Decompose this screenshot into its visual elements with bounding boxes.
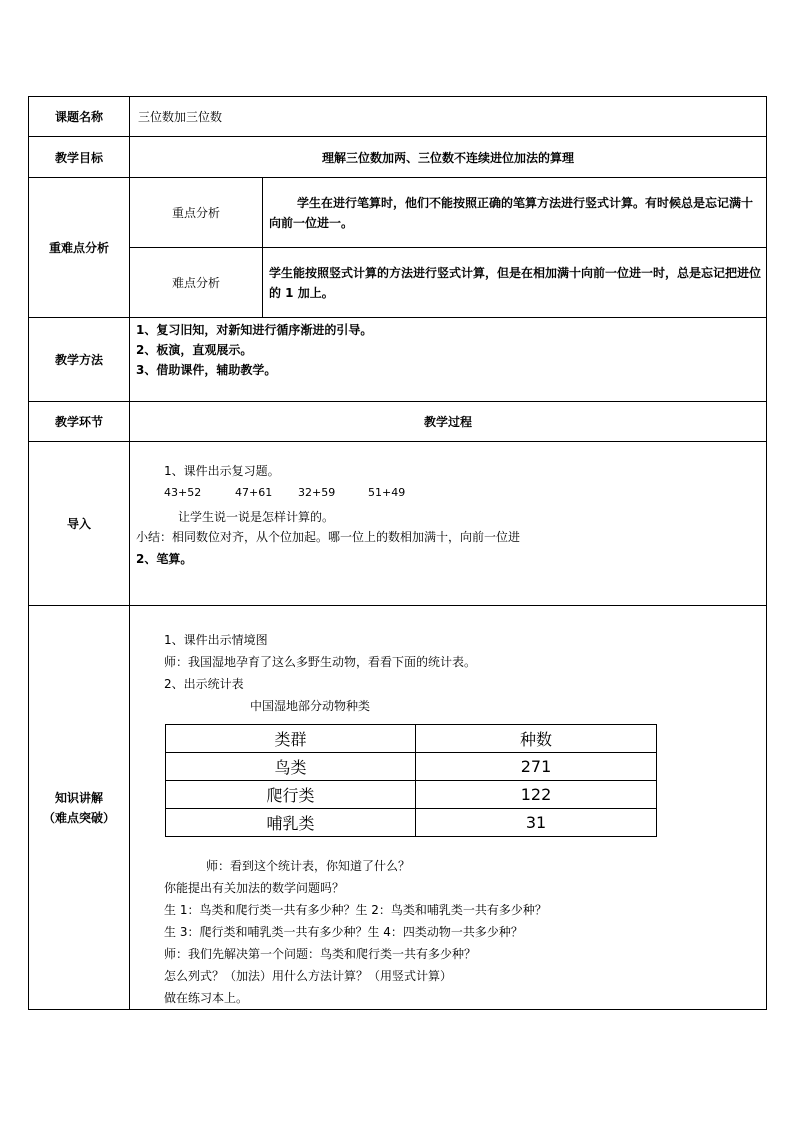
table-row (166, 809, 657, 837)
knowledge-p3: 2、出示统计表 (164, 677, 244, 691)
difficulty-label: 重难点分析 (29, 178, 130, 318)
knowledge-q1: 师：看到这个统计表，你知道了什么？ (206, 859, 411, 873)
title-label: 课题名称 (29, 97, 130, 137)
intro-expr: 43+52 (164, 486, 202, 499)
goal-row (29, 137, 767, 178)
table-row (166, 781, 657, 809)
intro-line-1: 1、课件出示复习题。 (164, 464, 280, 478)
knowledge-q5: 师：我们先解决第一个问题：鸟类和爬行类一共有多少种？ (164, 947, 477, 961)
stat-table-wrap (130, 724, 690, 837)
stat-table (165, 724, 657, 837)
intro-line-5: 2、笔算。 (136, 552, 193, 566)
intro-line-3: 让学生说一说是怎样计算的。 (178, 510, 335, 524)
table-row (166, 753, 657, 781)
goal-value: 理解三位数加两、三位数不连续进位加法的算理 (130, 137, 767, 178)
stat-header-cell: 种数 (416, 725, 657, 753)
knowledge-q6: 怎么列式？（加法）用什么方法计算？（用竖式计算） (164, 969, 453, 983)
process-header-row (29, 402, 767, 442)
intro-expr: 47+61 (235, 486, 273, 499)
stat-table-title: 中国湿地部分动物种类 (250, 699, 371, 713)
knowledge-row (29, 606, 767, 1010)
title-value: 三位数加三位数 (130, 97, 767, 137)
key-point-text: 学生在进行笔算时，他们不能按照正确的笔算方法进行竖式计算。有时候总是忘记满十向前一位进一。 (263, 178, 767, 248)
stat-count-cell: 122 (416, 781, 657, 809)
goal-label: 教学目标 (29, 137, 130, 178)
key-point-label: 重点分析 (130, 178, 263, 248)
hard-point-text: 学生能按照竖式计算的方法进行竖式计算，但是在相加满十向前一位进一时，总是忘记把进位的 1 加上。 (263, 248, 767, 318)
method-row (29, 318, 767, 402)
stat-table-header (166, 725, 657, 753)
process-stage-label: 教学环节 (29, 402, 130, 442)
knowledge-label (29, 606, 130, 1010)
hard-point-label: 难点分析 (130, 248, 263, 318)
key-point-row (29, 178, 767, 248)
intro-expr: 51+49 (368, 486, 406, 499)
method-item: 1、复习旧知，对新知进行循序渐进的引导。 (136, 323, 373, 337)
stat-group-cell: 哺乳类 (166, 809, 416, 837)
knowledge-label-line: （难点突破） (42, 810, 115, 825)
method-label: 教学方法 (29, 318, 130, 402)
lesson-plan-table (28, 96, 767, 1010)
intro-label: 导入 (29, 442, 130, 606)
method-list (130, 318, 767, 402)
hard-point-row (29, 248, 767, 318)
intro-content (130, 442, 767, 606)
intro-expr: 32+59 (298, 486, 336, 499)
knowledge-p1: 1、课件出示情境图 (164, 633, 268, 647)
knowledge-label-line: 知识讲解 (54, 790, 103, 805)
knowledge-q3: 生 1：鸟类和爬行类一共有多少种？生 2：鸟类和哺乳类一共有多少种？ (164, 903, 547, 917)
knowledge-p2: 师：我国湿地孕育了这么多野生动物，看看下面的统计表。 (164, 655, 477, 669)
knowledge-q7: 做在练习本上。 (164, 991, 249, 1005)
process-header-value: 教学过程 (130, 402, 767, 442)
method-item: 3、借助课件，辅助教学。 (136, 363, 277, 377)
stat-count-cell: 271 (416, 753, 657, 781)
method-item: 2、板演，直观展示。 (136, 343, 253, 357)
knowledge-q2: 你能提出有关加法的数学问题吗？ (164, 881, 345, 895)
intro-row (29, 442, 767, 606)
knowledge-q4: 生 3：爬行类和哺乳类一共有多少种？生 4：四类动物一共多少种？ (164, 925, 523, 939)
stat-count-cell: 31 (416, 809, 657, 837)
stat-header-cell: 类群 (166, 725, 416, 753)
knowledge-content (130, 606, 767, 1010)
intro-summary: 小结：相同数位对齐，从个位加起。哪一位上的数相加满十，向前一位进 (136, 530, 521, 544)
title-row (29, 97, 767, 137)
stat-group-cell: 爬行类 (166, 781, 416, 809)
stat-group-cell: 鸟类 (166, 753, 416, 781)
